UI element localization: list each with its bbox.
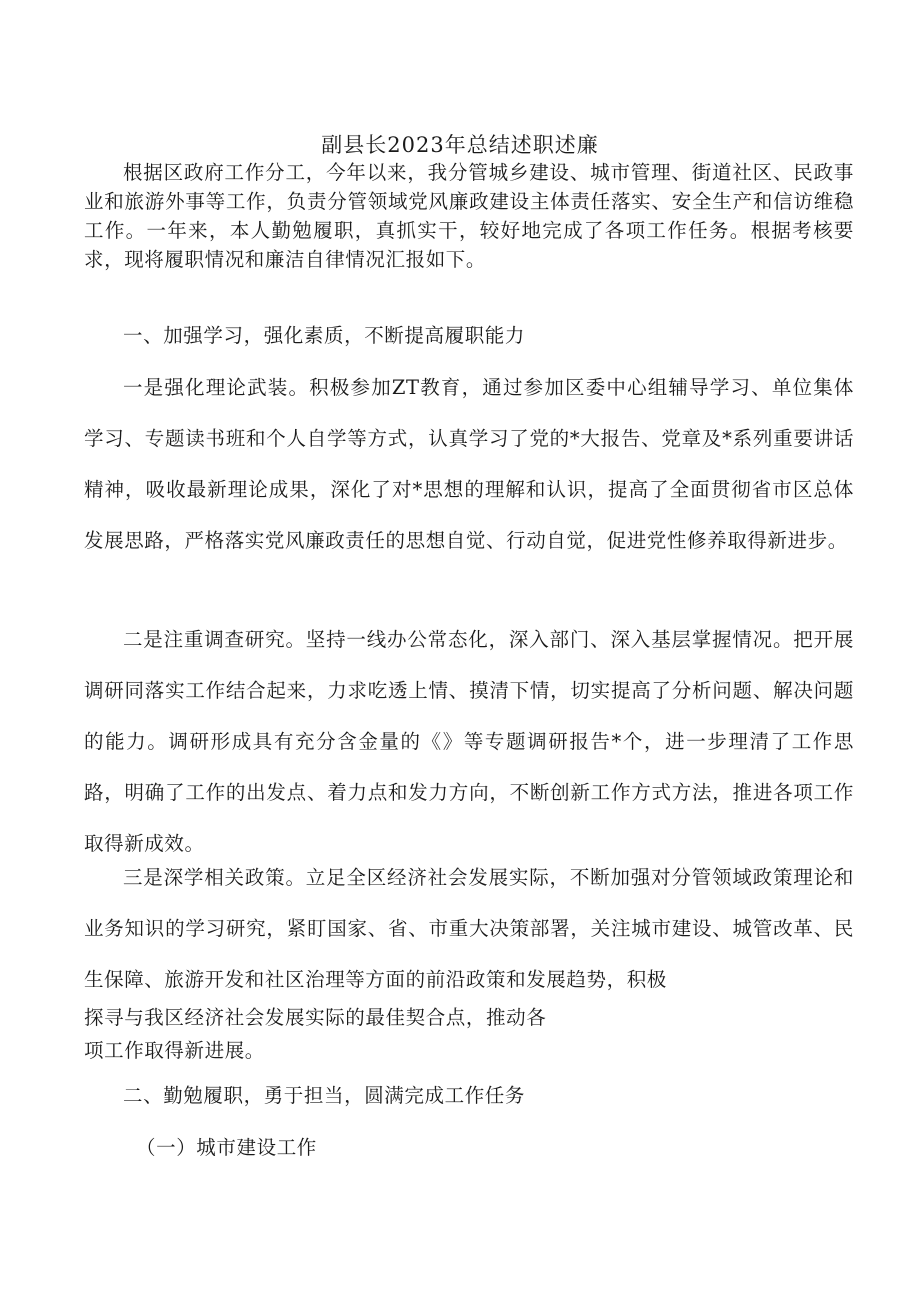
paragraph-theory: 一是强化理论武装。积极参加ZT教育，通过参加区委中心组辅导学习、单位集体学习、专题读书班和个人自学等方式，认真学习了党的*大报告、党章及*系列重要讲话精神，吸收最新理论成果，深化了对*思想的理解和认识，提高了全面贯彻省市区总体发展思路，严格落实党风廉政责任的思想自觉、行动自觉，促进党性修养取得新进步。	[84, 376, 854, 552]
subsection-heading: （一）城市建设工作	[136, 1136, 317, 1159]
document-title: 副县长2023年总结述职述廉	[321, 133, 599, 157]
paragraph-policy-line: 探寻与我区经济社会发展实际的最佳契合点，推动各	[84, 1006, 547, 1029]
paragraph-research: 二是注重调查研究。坚持一线办公常态化，深入部门、深入基层掌握情况。把开展调研同落实工作结合起来，力求吃透上情、摸清下情，切实提高了分析问题、解决问题的能力。调研形成具有充分含金量的《》等专题调研报告*个，进一步理清了工作思路，明确了工作的出发点、着力点和发力方向，不断创新工作方式方法，推进各项工作取得新成效。	[84, 628, 854, 855]
paragraph-policy-line: 项工作取得新进展。	[84, 1039, 265, 1062]
section-heading-2: 二、勤勉履职，勇于担当，圆满完成工作任务	[123, 1084, 526, 1107]
intro-paragraph: 根据区政府工作分工，今年以来，我分管城乡建设、城市管理、街道社区、民政事业和旅游外事等工作，负责分管领域党风廉政建设主体责任落实、安全生产和信访维稳工作。一年来，本人勤勉履职，真抓实干，较好地完成了各项工作任务。根据考核要求，现将履职情况和廉洁自律情况汇报如下。	[84, 161, 854, 271]
section-heading-1: 一、加强学习，强化素质，不断提高履职能力	[123, 324, 526, 347]
paragraph-policy: 三是深学相关政策。立足全区经济社会发展实际，不断加强对分管领域政策理论和业务知识的学习研究，紧盯国家、省、市重大决策部署，关注城市建设、城管改革、民生保障、旅游开发和社区治理等方面的前沿政策和发展趋势，积极	[84, 866, 854, 991]
